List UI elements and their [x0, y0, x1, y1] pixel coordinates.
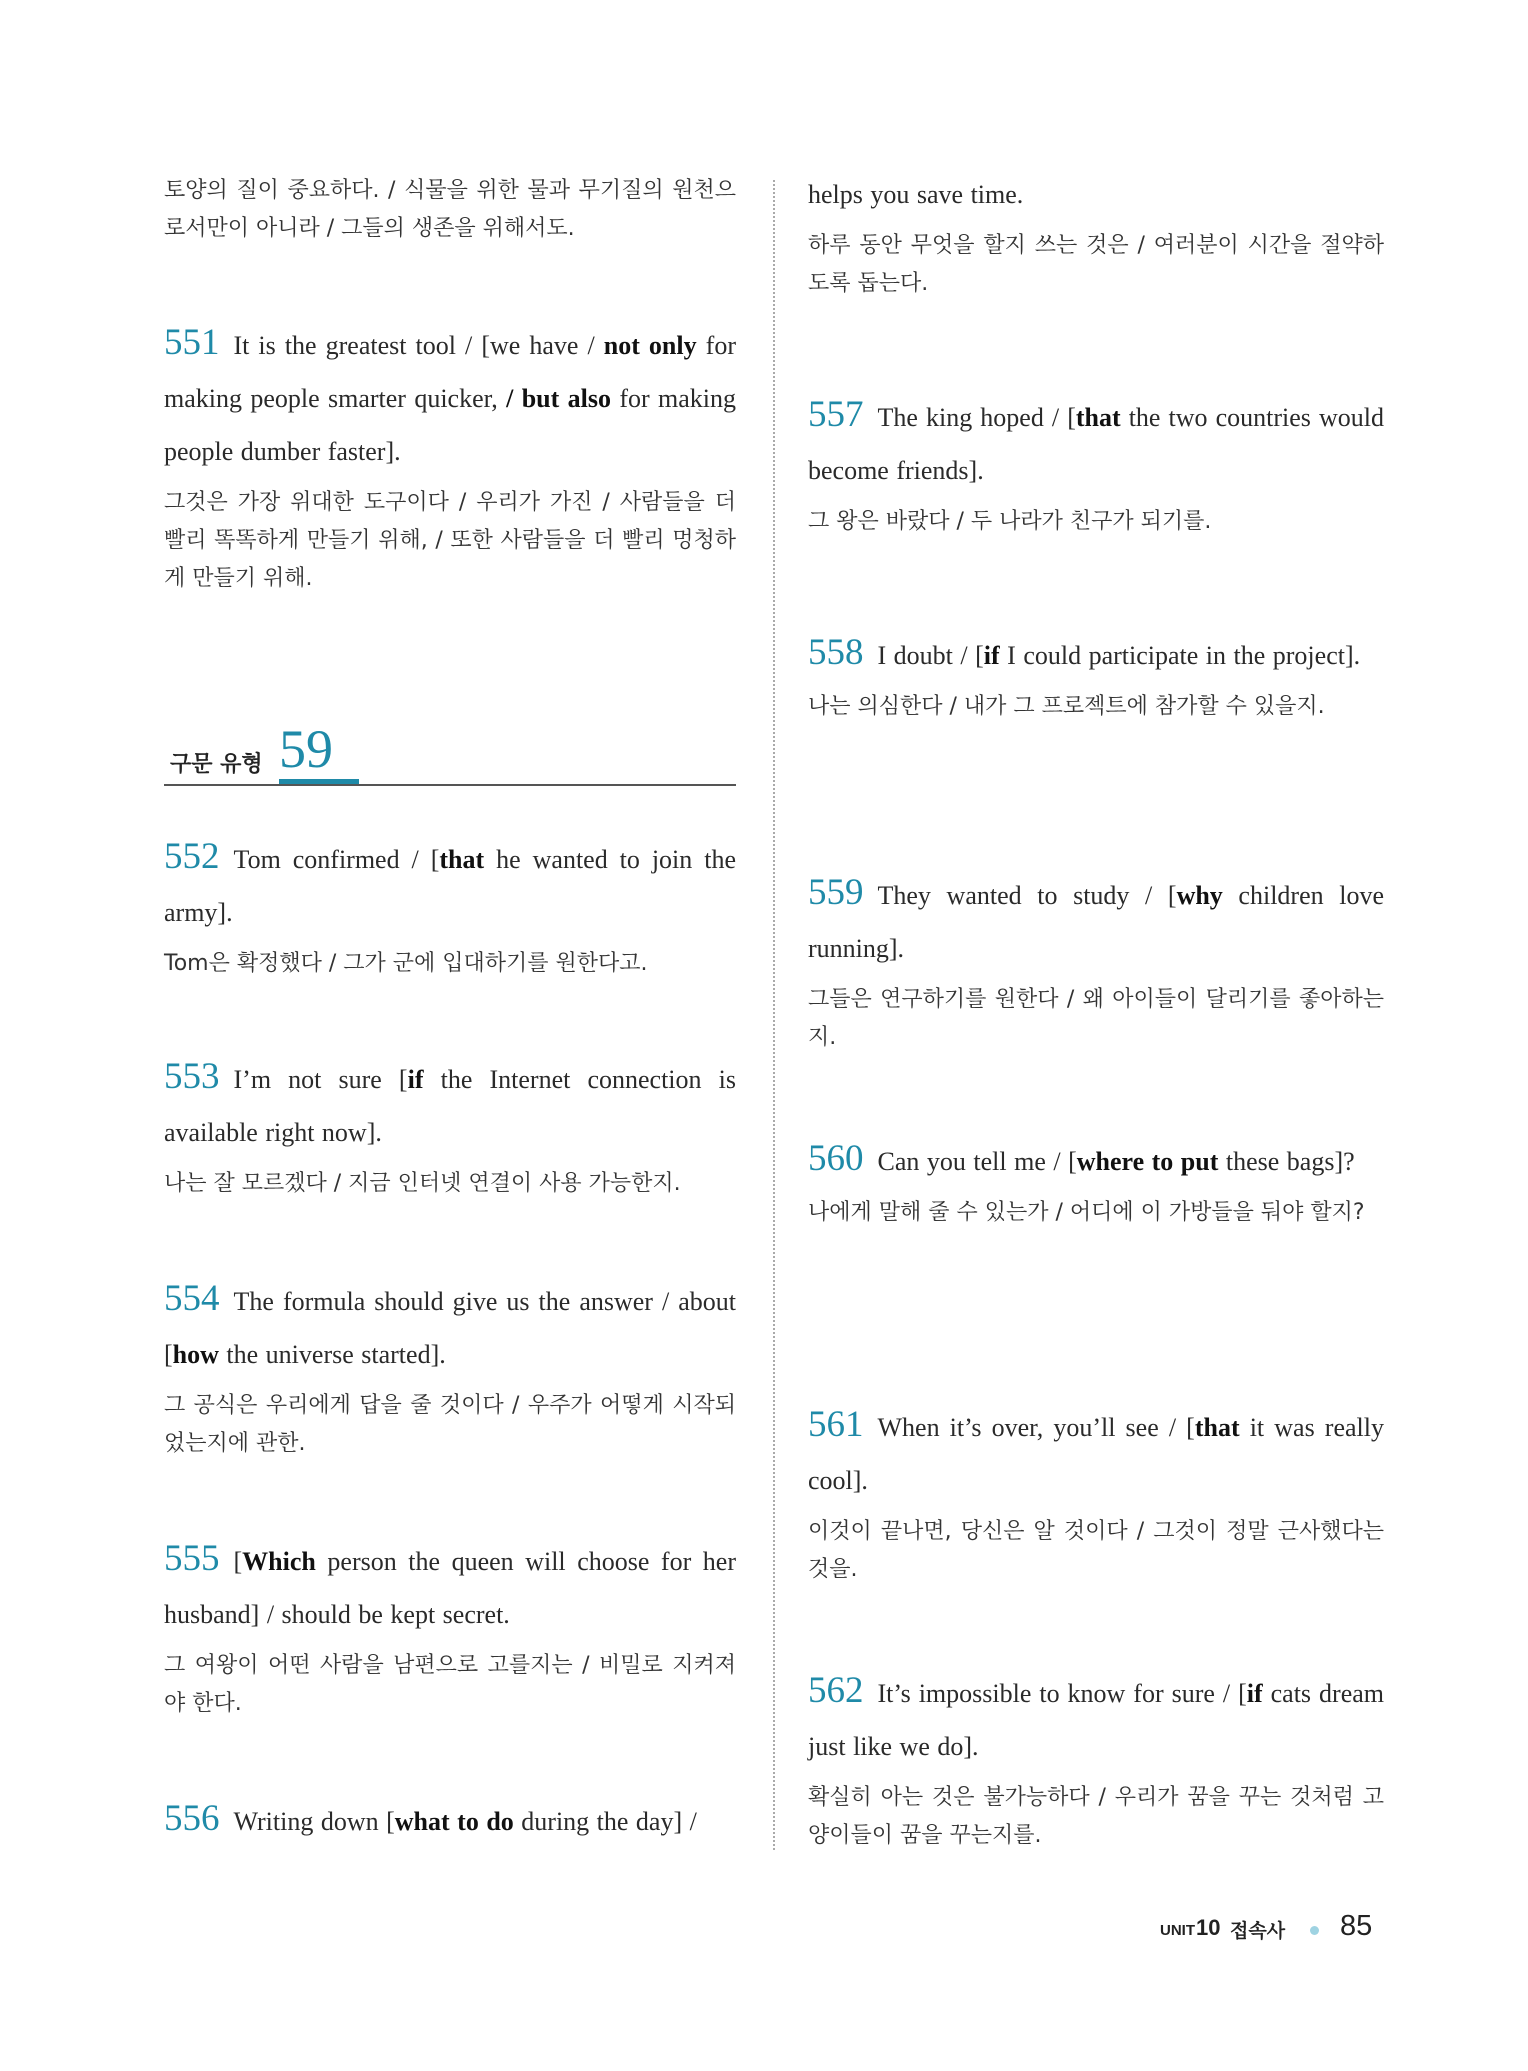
sentence-552	[164, 830, 736, 983]
section-label: 구문 유형	[170, 752, 263, 777]
sentence-553	[164, 1050, 736, 1203]
korean-translation: 확실히 아는 것은 불가능하다 / 우리가 꿈을 꾸는 것처럼 고양이들이 꿈을 꾸는지를.	[808, 1785, 1384, 1848]
english-sentence: 553 I’m not sure [if the Internet connection is available right now].	[164, 1056, 736, 1147]
english-sentence: 555 [Which person the queen will choose for her husband] / should be kept secret.	[164, 1538, 736, 1629]
korean-translation: Tom은 확정했다 / 그가 군에 입대하기를 원한다고.	[164, 951, 648, 976]
sentence-number: 551	[164, 322, 220, 363]
sentence-number: 556	[164, 1798, 220, 1839]
korean-translation: 나는 의심한다 / 내가 그 프로젝트에 참가할 수 있을지.	[808, 694, 1325, 719]
unit-title: 접속사	[1230, 1920, 1286, 1942]
continued-block-right	[808, 168, 1384, 303]
sentence-number: 554	[164, 1278, 220, 1319]
sentence-number: 553	[164, 1056, 220, 1097]
english-sentence: 551 It is the greatest tool / [we have / not only for making people smarter quicker, / but also for making people dumber faster].	[164, 322, 736, 466]
sentence-number: 562	[808, 1670, 864, 1711]
english-sentence: 560 Can you tell me / [where to put these bags]?	[808, 1138, 1355, 1179]
sentence-562	[808, 1664, 1384, 1855]
sentence-560	[808, 1132, 1384, 1232]
english-sentence: 561 When it’s over, you’ll see / [that it was really cool].	[808, 1404, 1384, 1495]
sentence-number: 558	[808, 632, 864, 673]
sentence-559	[808, 866, 1384, 1057]
english-sentence: 562 It’s impossible to know for sure / [if cats dream just like we do].	[808, 1670, 1384, 1761]
english-sentence: 552 Tom confirmed / [that he wanted to join the army].	[164, 836, 737, 927]
section-number: 59	[279, 719, 359, 784]
english-sentence: 554 The formula should give us the answer / about [how the universe started].	[164, 1278, 736, 1369]
bullet-dot-icon	[1310, 1926, 1319, 1935]
korean-translation: 하루 동안 무엇을 할지 쓰는 것은 / 여러분이 시간을 절약하도록 돕는다.	[808, 233, 1384, 296]
continued-block-left	[164, 172, 736, 248]
page-footer	[1160, 1910, 1400, 1950]
page-number: 85	[1340, 1910, 1373, 1942]
english-sentence: 559 They wanted to study / [why children love running].	[808, 872, 1385, 963]
english-sentence: 557 The king hoped / [that the two countries would become friends].	[808, 394, 1384, 485]
sentence-number: 561	[808, 1404, 864, 1445]
korean-translation: 그 여왕이 어떤 사람을 남편으로 고를지는 / 비밀로 지켜져야 한다.	[164, 1653, 736, 1716]
sentence-554	[164, 1272, 736, 1463]
sentence-558	[808, 626, 1384, 726]
english-sentence: helps you save time.	[808, 180, 1024, 209]
korean-translation: 그것은 가장 위대한 도구이다 / 우리가 가진 / 사람들을 더 빨리 똑똑하게 만들기 위해, / 또한 사람들을 더 빨리 멍청하게 만들기 위해.	[164, 490, 736, 591]
korean-translation: 그 왕은 바랐다 / 두 나라가 친구가 되기를.	[808, 509, 1212, 534]
korean-translation: 나에게 말해 줄 수 있는가 / 어디에 이 가방들을 둬야 할지?	[808, 1200, 1365, 1225]
unit-number: 10	[1196, 1915, 1221, 1940]
sentence-number: 555	[164, 1538, 220, 1579]
sentence-557	[808, 388, 1384, 541]
sentence-number: 560	[808, 1138, 864, 1179]
sentence-555	[164, 1532, 736, 1723]
korean-translation: 그 공식은 우리에게 답을 줄 것이다 / 우주가 어떻게 시작되었는지에 관한.	[164, 1393, 736, 1456]
sentence-number: 552	[164, 836, 220, 877]
sentence-551	[164, 316, 736, 598]
unit-label: UNIT	[1160, 1922, 1195, 1939]
korean-translation: 그들은 연구하기를 원한다 / 왜 아이들이 달리기를 좋아하는지.	[808, 987, 1384, 1050]
sentence-number: 559	[808, 872, 864, 913]
column-divider	[773, 180, 775, 1850]
korean-translation: 토양의 질이 중요하다. / 식물을 위한 물과 무기질의 원천으로서만이 아니라 / 그들의 생존을 위해서도.	[164, 178, 736, 241]
section-header	[164, 719, 736, 786]
english-sentence: 556 Writing down [what to do during the day] /	[164, 1798, 697, 1839]
korean-translation: 나는 잘 모르겠다 / 지금 인터넷 연결이 사용 가능한지.	[164, 1171, 681, 1196]
sentence-number: 557	[808, 394, 864, 435]
english-sentence: 558 I doubt / [if I could participate in the project].	[808, 632, 1361, 673]
sentence-556	[164, 1792, 736, 1848]
sentence-561	[808, 1398, 1384, 1589]
korean-translation: 이것이 끝나면, 당신은 알 것이다 / 그것이 정말 근사했다는 것을.	[808, 1519, 1384, 1582]
